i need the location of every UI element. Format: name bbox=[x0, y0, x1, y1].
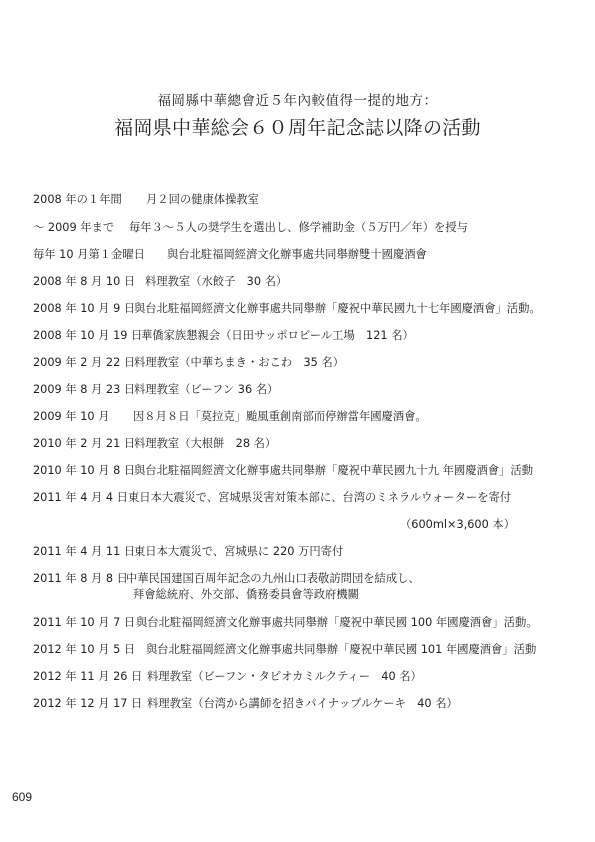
entry-text: 料理教室（ビーフン 36 名） bbox=[134, 383, 279, 396]
entry-date: 2011 年 10 月 7 日 bbox=[33, 616, 136, 629]
entry-date: 2012 年 10 月 5 日 bbox=[33, 643, 136, 656]
entry-text: 毎年３～５人の奨学生を選出し、修学補助金（５万円／年）を授与 bbox=[129, 221, 468, 234]
list-item bbox=[33, 383, 575, 397]
list-item bbox=[33, 464, 575, 478]
list-item bbox=[33, 248, 575, 262]
entry-text: 料理教室（水餃子 30 名） bbox=[145, 275, 288, 288]
entry-date: 2008 年 8 月 10 日 bbox=[33, 275, 136, 288]
entry-date: 2008 年 10 月 9 日 bbox=[33, 302, 136, 315]
entry-text: 中華民国建国百周年記念の九州山口表敬訪問団を結成し、 bbox=[126, 572, 420, 585]
list-item bbox=[33, 491, 575, 505]
list-item bbox=[33, 275, 575, 289]
entry-date: 2010 年 10 月 8 日 bbox=[33, 464, 136, 477]
entry-text: 料理教室（大根餅 28 名） bbox=[134, 437, 277, 450]
entry-text: 東日本大震災で、宮城県災害対策本部に、台湾のミネラルウォーターを寄付 bbox=[128, 491, 512, 504]
list-item bbox=[33, 616, 575, 630]
entry-continuation: 拜會総統府、外交部、僑務委員會等政府機關 bbox=[133, 588, 359, 601]
entry-text: 與台北駐福岡經濟文化辦事處共同舉辦「慶祝中華民國 100 年國慶酒會」活動。 bbox=[136, 616, 538, 629]
list-item bbox=[33, 410, 575, 424]
list-item bbox=[33, 545, 575, 559]
list-item bbox=[33, 193, 575, 207]
entry-text: 與台北駐福岡經濟文化辦事處共同舉辦「慶祝中華民國九十九 年國慶酒會」活動 bbox=[134, 464, 533, 477]
page-number: 609 bbox=[12, 790, 33, 804]
list-item bbox=[33, 643, 575, 657]
entry-date: 2010 年 2 月 21 日 bbox=[33, 437, 136, 450]
entry-date: 2011 年 4 月 4 日 bbox=[33, 491, 128, 504]
entry-text: 與台北駐福岡經濟文化辦事處共同舉辦「慶祝中華民國九十七年國慶酒會」活動。 bbox=[134, 302, 541, 315]
list-item bbox=[33, 572, 575, 586]
entry-text: 月２回の健康体操教室 bbox=[146, 193, 259, 206]
entry-text: 華僑家族懇親会（日田サッポロビール工場 121 名） bbox=[141, 329, 414, 342]
entry-date: 2009 年 10 月 bbox=[33, 410, 110, 423]
page-subtitle: 福岡縣中華總會近５年內較值得一提的地方： bbox=[157, 93, 438, 109]
entry-date: 毎年 10 月第１金曜日 bbox=[33, 248, 145, 261]
list-item bbox=[33, 697, 575, 711]
entry-date: 2008 年 10 月 19 日 bbox=[33, 329, 143, 342]
entry-text: 與台北駐福岡經濟文化辦事處共同舉辦「慶祝中華民國 101 年國慶酒會」活動 bbox=[146, 643, 537, 656]
list-item bbox=[33, 437, 575, 451]
entry-text: 料理教室（ビーフン・タピオカミルクティー 40 名） bbox=[147, 670, 422, 683]
page-title: 福岡県中華総会６０周年記念誌以降の活動 bbox=[114, 117, 481, 139]
entry-date: 2009 年 2 月 22 日 bbox=[33, 356, 136, 369]
list-item bbox=[33, 329, 575, 343]
entry-text: 因８月８日「莫拉克」颱風重創南部而停辦當年國慶酒會。 bbox=[133, 410, 427, 423]
entry-date: 2012 年 12 月 17 日 bbox=[33, 697, 143, 710]
list-item bbox=[33, 356, 575, 370]
entry-text: 東日本大震災で、宮城県に 220 万円寄付 bbox=[134, 545, 344, 558]
entry-date: 2009 年 8 月 23 日 bbox=[33, 383, 136, 396]
entry-date: ～ 2009 年まで bbox=[33, 221, 115, 234]
entry-date: 2012 年 11 月 26 日 bbox=[33, 670, 143, 683]
entry-text: 料理教室（台湾から講師を招きパイナップルケーキ 40 名） bbox=[147, 697, 458, 710]
entry-date: 2008 年の１年間 bbox=[33, 193, 122, 206]
list-item bbox=[33, 670, 575, 684]
list-item bbox=[33, 221, 575, 235]
entry-text: 料理教室（中華ちまき・おこわ 35 名） bbox=[134, 356, 345, 369]
list-item bbox=[33, 302, 575, 316]
entry-continuation: （600ml×3,600 本） bbox=[400, 518, 515, 531]
entry-date: 2011 年 8 月 8 日 bbox=[33, 572, 128, 585]
entry-text: 與台北駐福岡經濟文化辦事處共同舉辦雙十國慶酒會 bbox=[167, 248, 427, 261]
entry-date: 2011 年 4 月 11 日 bbox=[33, 545, 136, 558]
